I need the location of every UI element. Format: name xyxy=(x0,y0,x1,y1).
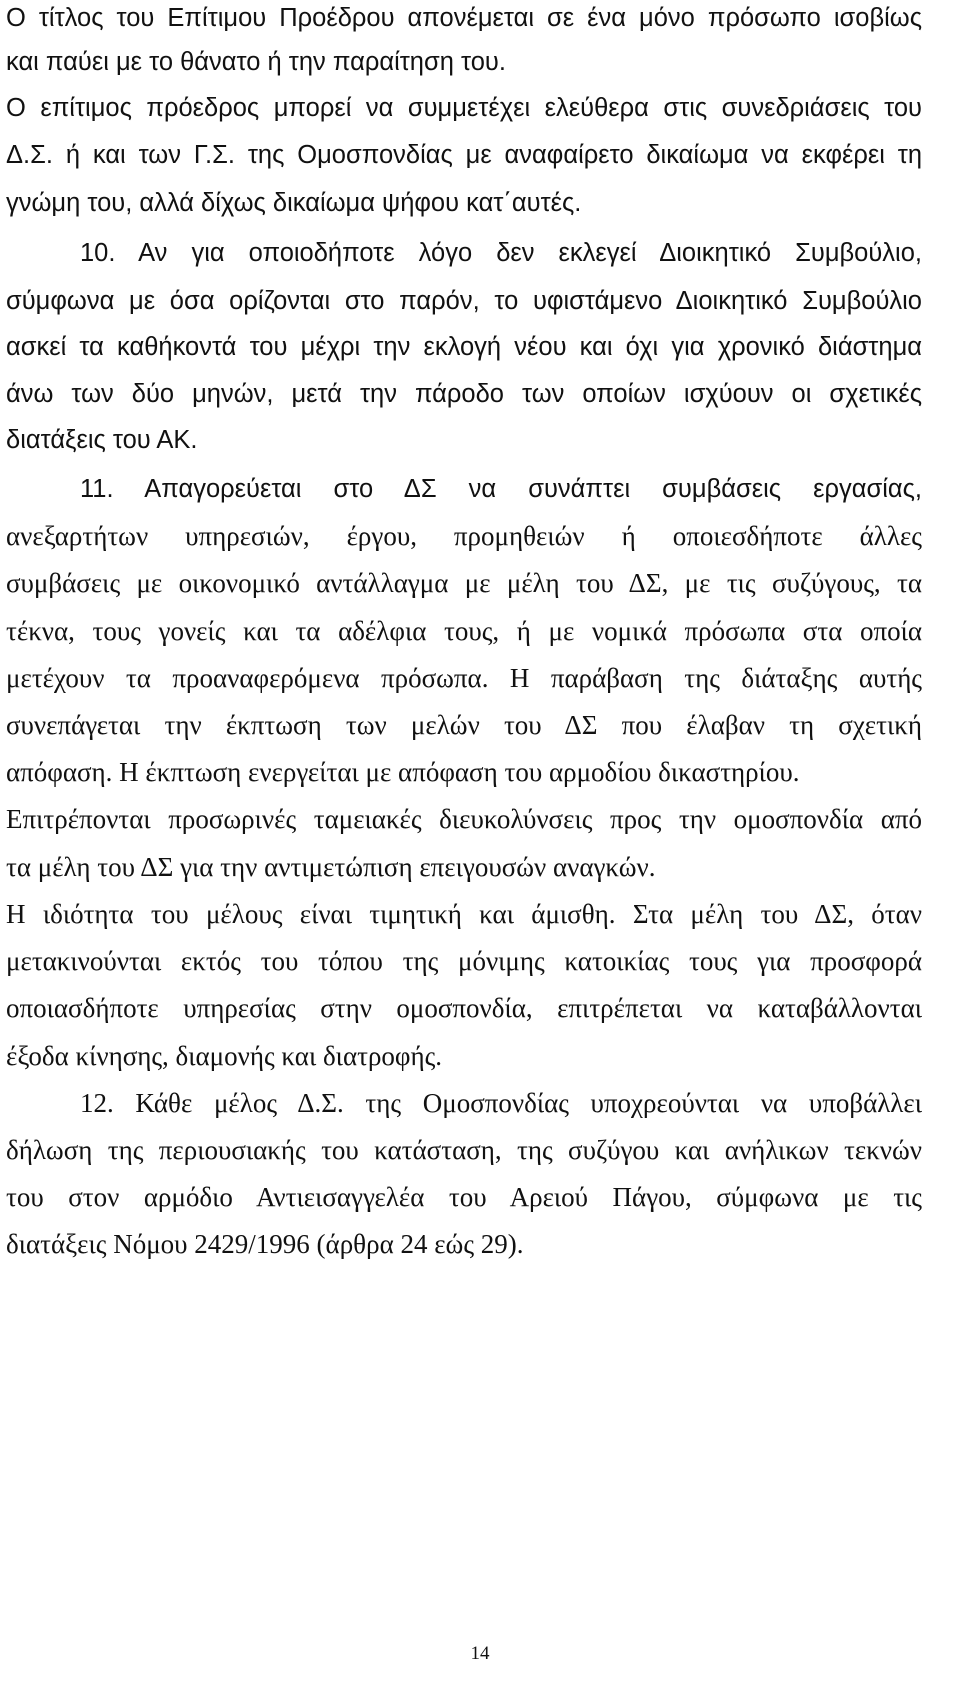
text-line: τα μέλη του ΔΣ για την αντιμετώπιση επειγουσών αναγκών. xyxy=(6,852,656,882)
text-line: απόφαση. Η έκπτωση ενεργείται με απόφαση του αρμοδίου δικαστηρίου. xyxy=(6,757,800,787)
text-line: Επιτρέπονται προσωρινές ταμειακές διευκολύνσεις προς την ομοσπονδία από xyxy=(6,804,922,834)
text-line: σύμφωνα με όσα ορίζονται στο παρόν, το υφιστάμενο Διοικητικό Συμβούλιο xyxy=(6,287,922,315)
text-line: έξοδα κίνησης, διαμονής και διατροφής. xyxy=(6,1041,443,1071)
text-line: Ο επίτιμος πρόεδρος μπορεί να συμμετέχει ελεύθερα στις συνεδριάσεις του xyxy=(6,94,922,122)
text-line: ασκεί τα καθήκοντά του μέχρι την εκλογή νέου και όχι για χρονικό διάστημα xyxy=(6,333,922,361)
text-line: 10. Αν για οποιοδήποτε λόγο δεν εκλεγεί Διοικητικό Συμβούλιο, xyxy=(80,239,922,267)
text-line: Η ιδιότητα του μέλους είναι τιμητική και άμισθη. Στα μέλη του ΔΣ, όταν xyxy=(6,899,922,929)
text-line: άνω των δύο μηνών, μετά την πάροδο των οποίων ισχύουν οι σχετικές xyxy=(6,380,922,408)
text-line: συμβάσεις με οικονομικό αντάλλαγμα με μέλη του ΔΣ, με τις συζύγους, τα xyxy=(6,568,922,598)
page-number: 14 xyxy=(470,1643,490,1664)
text-line: συνεπάγεται την έκπτωση των μελών του ΔΣ που έλαβαν τη σχετική xyxy=(6,710,922,740)
text-line: δήλωση της περιουσιακής του κατάσταση, της συζύγου και ανήλικων τεκνών xyxy=(6,1135,922,1165)
text-line: διατάξεις Νόμου 2429/1996 (άρθρα 24 εώς 29). xyxy=(6,1229,524,1259)
text-line: 12. Κάθε μέλος Δ.Σ. της Ομοσπονδίας υποχρεούνται να υποβάλλει xyxy=(80,1088,922,1118)
text-line: Ο τίτλος του Επίτιμου Προέδρου απονέμεται σε ένα μόνο πρόσωπο ισοβίως xyxy=(6,4,922,32)
text-line: τέκνα, τους γονείς και τα αδέλφια τους, ή με νομικά πρόσωπα στα οποία xyxy=(6,616,922,646)
text-line: του στον αρμόδιο Αντιεισαγγελέα του Αρειού Πάγου, σύμφωνα με τις xyxy=(6,1182,922,1212)
text-line: μετέχουν τα προαναφερόμενα πρόσωπα. Η παράβαση της διάταξης αυτής xyxy=(6,663,922,693)
text-line: μετακινούνται εκτός του τόπου της μόνιμης κατοικίας τους για προσφορά xyxy=(6,946,922,976)
text-line: οποιασδήποτε υπηρεσίας στην ομοσπονδία, επιτρέπεται να καταβάλλονται xyxy=(6,993,922,1023)
text-line: Δ.Σ. ή και των Γ.Σ. της Ομοσπονδίας με αναφαίρετο δικαίωμα να εκφέρει τη xyxy=(6,141,922,169)
text-line: 11. Απαγορεύεται στο ΔΣ να συνάπτει συμβάσεις εργασίας, xyxy=(80,475,922,503)
text-line: διατάξεις του ΑΚ. xyxy=(6,426,198,454)
text-line: γνώμη του, αλλά δίχως δικαίωμα ψήφου κατ΄αυτές. xyxy=(6,189,582,217)
text-line: ανεξαρτήτων υπηρεσιών, έργου, προμηθειών ή οποιεσδήποτε άλλες xyxy=(6,521,922,551)
text-line: και παύει με το θάνατο ή την παραίτηση του. xyxy=(6,48,506,76)
